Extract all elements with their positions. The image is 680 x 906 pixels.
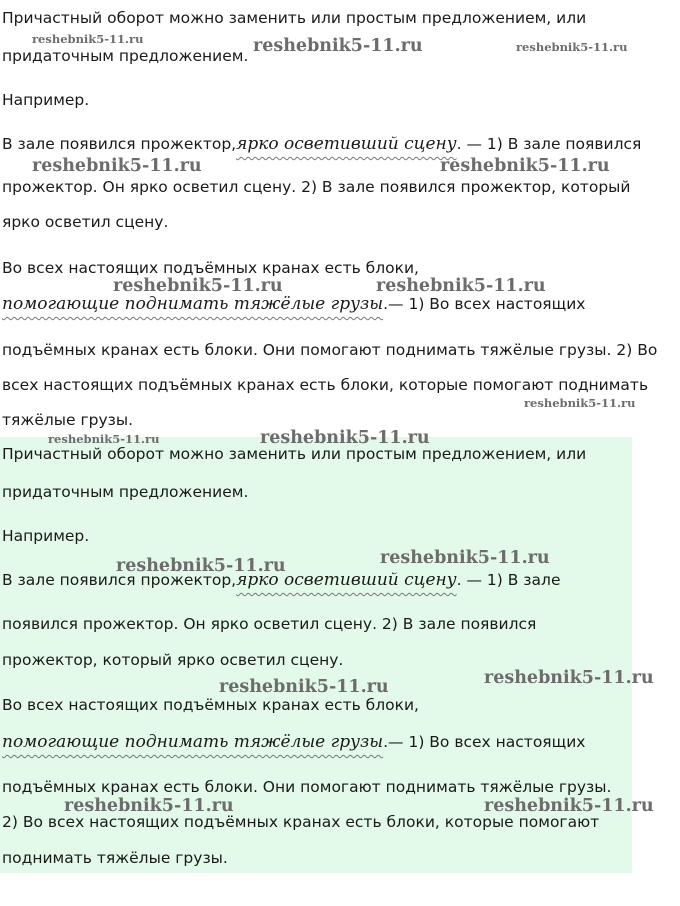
watermark: reshebnik5-11.ru xyxy=(116,556,286,576)
example-text: . — 1) В зале появился xyxy=(456,135,642,153)
example-text: В зале появился прожектор, xyxy=(2,571,237,589)
watermark: reshebnik5-11.ru xyxy=(260,428,430,448)
watermark: reshebnik5-11.ru xyxy=(32,32,144,46)
participle-phrase: помогающие поднимать тяжёлые грузы xyxy=(2,732,384,752)
example-2-line: Во всех настоящих подъёмных кранах есть блоки, xyxy=(2,696,419,714)
example-1-line xyxy=(2,134,641,154)
example-2-line: подъёмных кранах есть блоки. Они помогают поднимать тяжёлые грузы. xyxy=(2,778,612,796)
watermark: reshebnik5-11.ru xyxy=(253,36,423,56)
example-1-line: появился прожектор. Он ярко осветил сцену. 2) В зале появился xyxy=(2,615,537,633)
example-1-line: прожектор. Он ярко осветил сцену. 2) В зале появился прожектор, который xyxy=(2,178,631,196)
watermark: reshebnik5-11.ru xyxy=(219,677,389,697)
watermark: reshebnik5-11.ru xyxy=(440,156,610,176)
example-text: .— 1) Во всех настоящих xyxy=(383,295,586,313)
example-text: В зале появился прожектор, xyxy=(2,135,237,153)
example-2-line: всех настоящих подъёмных кранах есть блоки, которые помогают поднимать xyxy=(2,376,649,394)
example-2-line xyxy=(2,294,585,314)
watermark: reshebnik5-11.ru xyxy=(484,668,654,688)
watermark: reshebnik5-11.ru xyxy=(48,432,160,446)
example-2-line: поднимать тяжёлые грузы. xyxy=(2,849,228,867)
watermark: reshebnik5-11.ru xyxy=(32,156,202,176)
example-heading: Например. xyxy=(2,91,90,109)
watermark: reshebnik5-11.ru xyxy=(64,796,234,816)
example-1-line: прожектор, который ярко осветил сцену. xyxy=(2,651,344,669)
participle-phrase: ярко осветивший сцену xyxy=(236,570,457,590)
participle-phrase: ярко осветивший сцену xyxy=(236,134,457,154)
paragraph-line: Причастный оборот можно заменить или простым предложением, или xyxy=(2,9,587,27)
example-text: .— 1) Во всех настоящих xyxy=(383,733,586,751)
example-heading: Например. xyxy=(2,527,90,545)
paragraph-line: Причастный оборот можно заменить или простым предложением, или xyxy=(2,445,587,463)
example-2-line xyxy=(2,732,585,752)
watermark: reshebnik5-11.ru xyxy=(516,40,628,54)
watermark: reshebnik5-11.ru xyxy=(113,276,283,296)
example-2-line: тяжёлые грузы. xyxy=(2,411,134,429)
example-1-line: ярко осветил сцену. xyxy=(2,213,169,231)
participle-phrase: помогающие поднимать тяжёлые грузы xyxy=(2,294,384,314)
example-2-line: подъёмных кранах есть блоки. Они помогают поднимать тяжёлые грузы. 2) Во xyxy=(2,341,658,359)
watermark: reshebnik5-11.ru xyxy=(380,548,550,568)
example-2-line: Во всех настоящих подъёмных кранах есть блоки, xyxy=(2,259,419,277)
watermark: reshebnik5-11.ru xyxy=(524,396,636,410)
example-2-line: 2) Во всех настоящих подъёмных кранах есть блоки, которые помогают xyxy=(2,813,600,831)
paragraph-line: придаточным предложением. xyxy=(2,47,249,65)
paragraph-line: придаточным предложением. xyxy=(2,483,249,501)
watermark: reshebnik5-11.ru xyxy=(484,796,654,816)
example-text: . — 1) В зале xyxy=(456,571,561,589)
watermark: reshebnik5-11.ru xyxy=(376,276,546,296)
